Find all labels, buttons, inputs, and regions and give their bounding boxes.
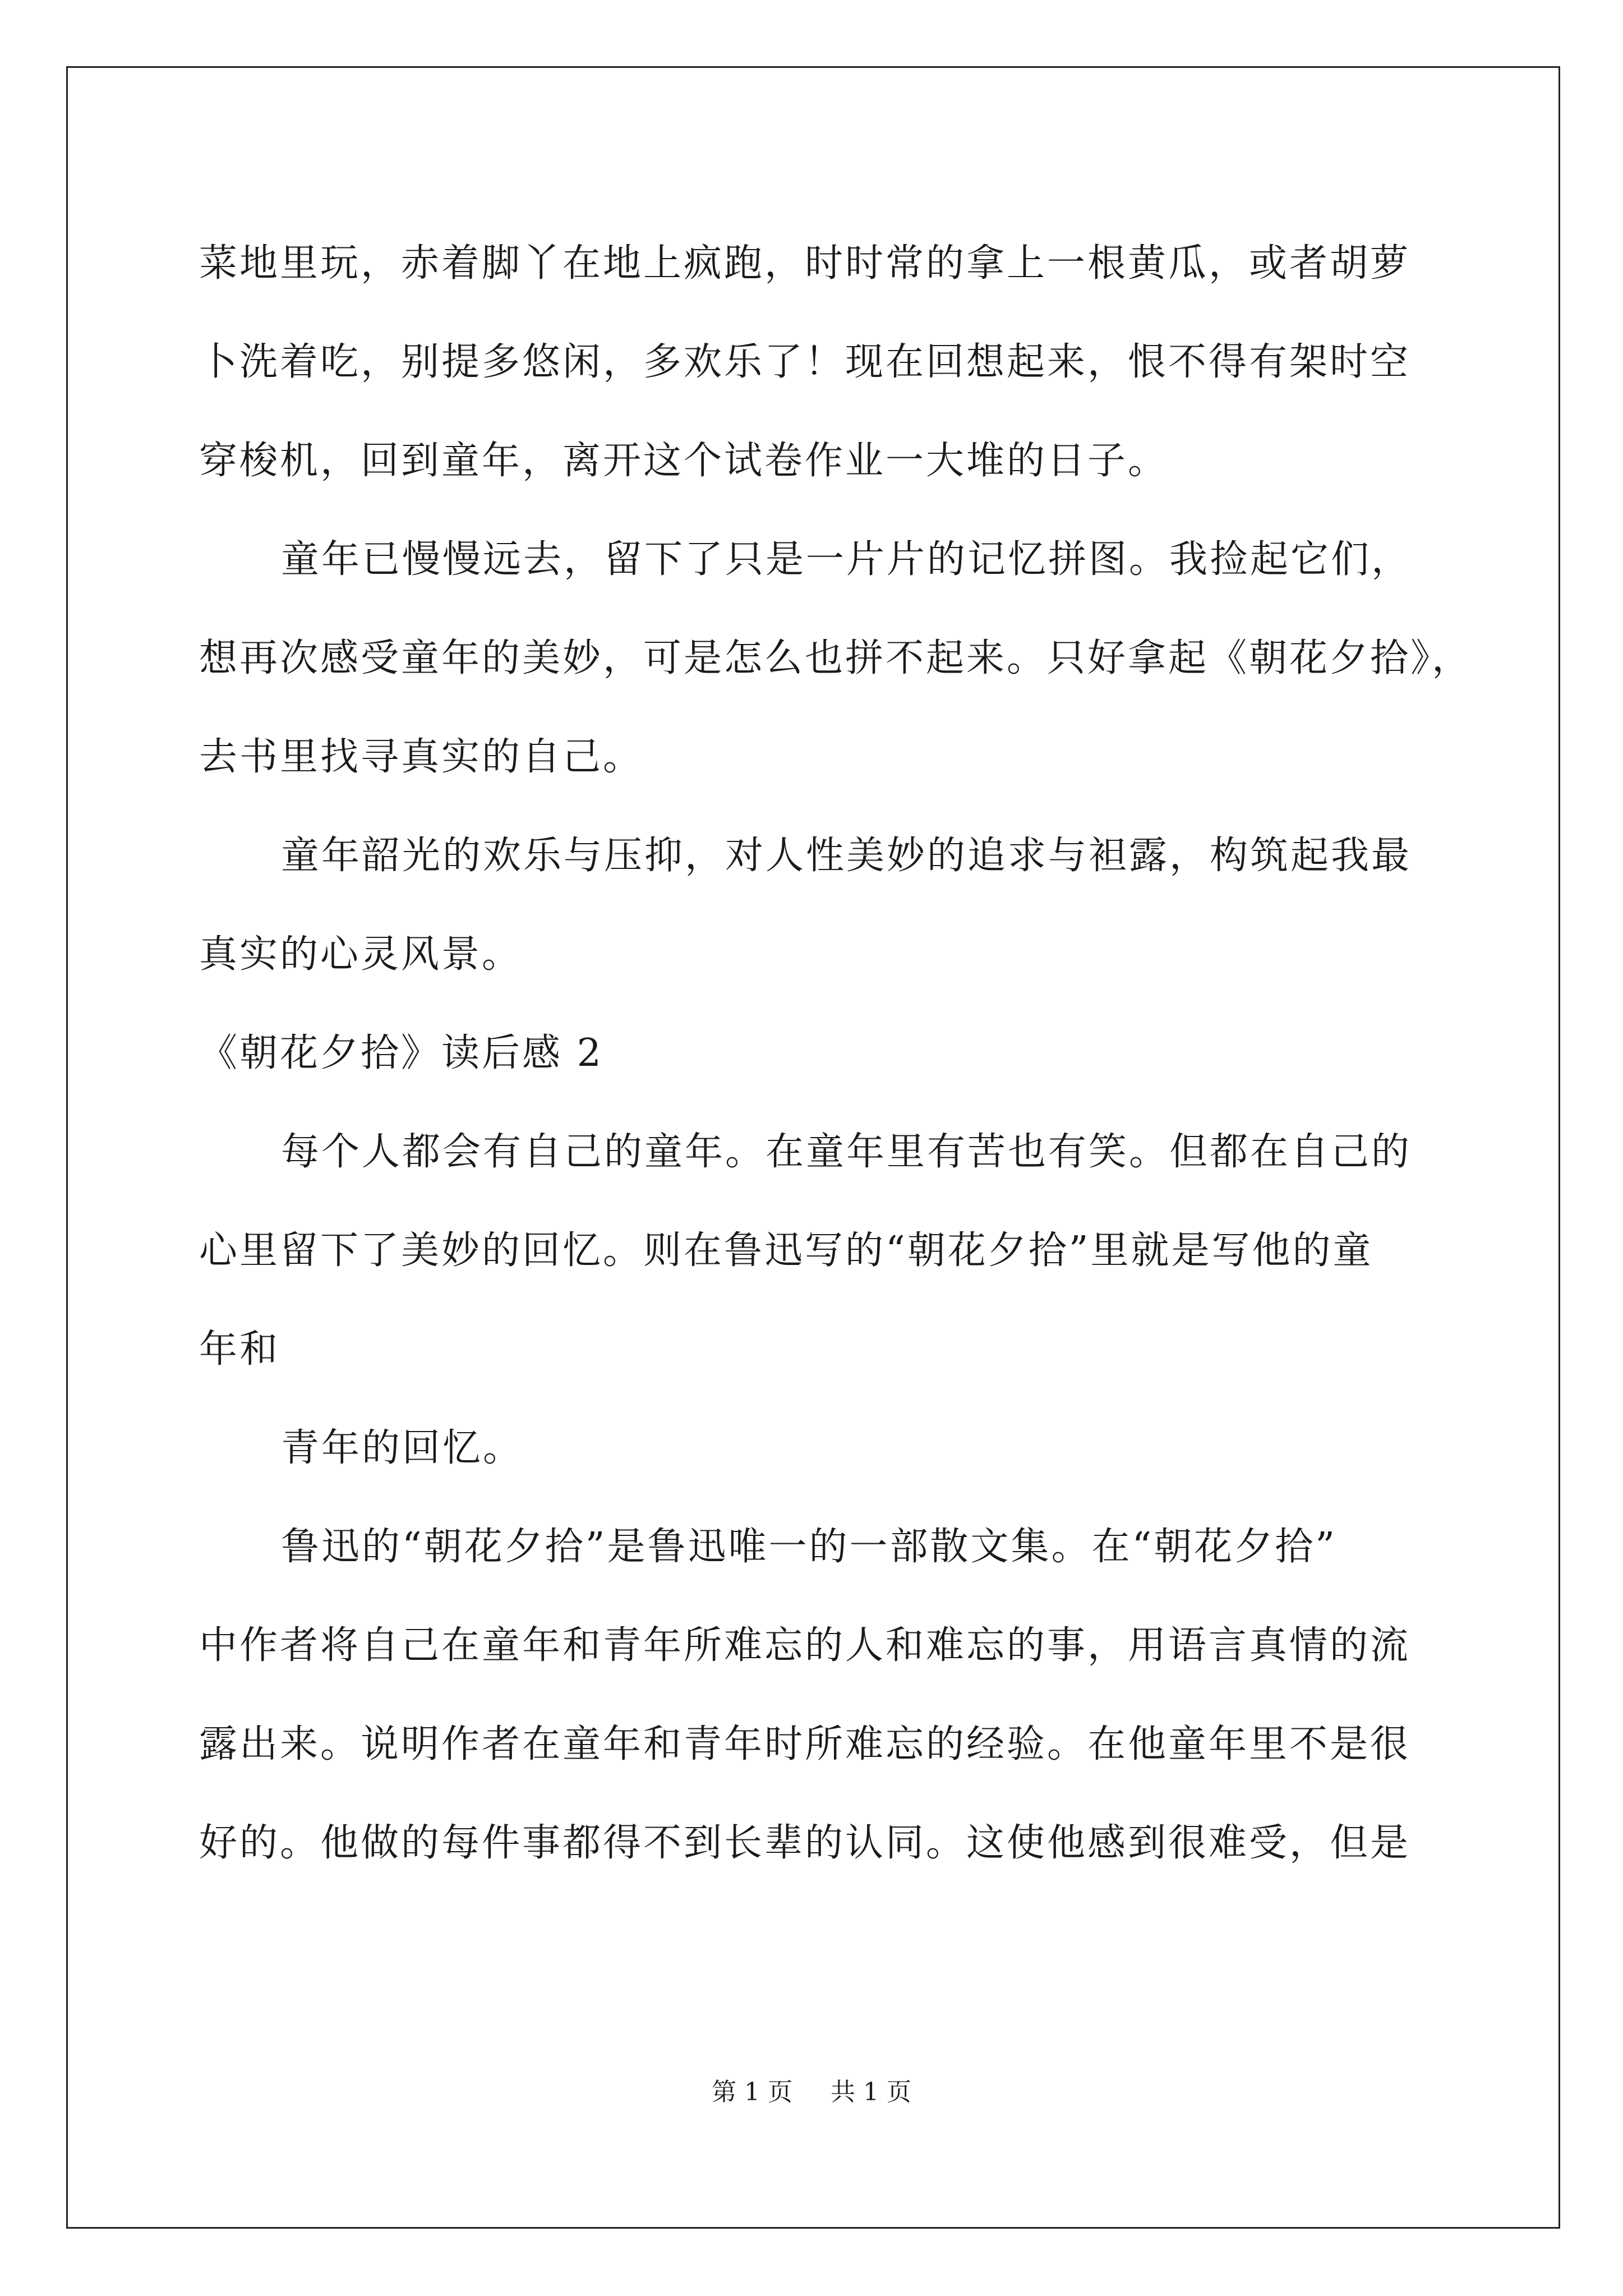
section-heading: 《朝花夕拾》读后感 2 <box>199 1031 603 1075</box>
text-line: 年和 <box>199 1327 280 1372</box>
paragraph-start-line: 鲁迅的“朝花夕拾”是鲁迅唯一的一部散文集。在“朝花夕拾” <box>281 1525 1338 1569</box>
text-line: 露出来。说明作者在童年和青年时所难忘的经验。在他童年里不是很 <box>199 1722 1411 1766</box>
page-number: 第 1 页 <box>712 2078 792 2106</box>
text-line: 好的。他做的每件事都得不到长辈的认同。这使他感到很难受，但是 <box>199 1821 1411 1865</box>
text-line: 穿梭机，回到童年，离开这个试卷作业一大堆的日子。 <box>199 439 1169 483</box>
paragraph-start-line: 童年已慢慢远去，留下了只是一片片的记忆拼图。我捡起它们， <box>281 537 1412 582</box>
text-line: 卜洗着吃，别提多悠闲，多欢乐了！现在回想起来，恨不得有架时空 <box>199 340 1411 384</box>
text-line: 菜地里玩，赤着脚丫在地上疯跑，时时常的拿上一根黄瓜，或者胡萝 <box>199 241 1411 286</box>
paragraph-start-line: 童年韶光的欢乐与压抑，对人性美妙的追求与袒露，构筑起我最 <box>281 834 1412 878</box>
text-line: 中作者将自己在童年和青年所难忘的人和难忘的事，用语言真情的流 <box>199 1623 1411 1668</box>
text-line: 真实的心灵风景。 <box>199 932 523 977</box>
page-footer <box>0 2076 1623 2109</box>
document-body <box>199 214 1472 1893</box>
text-line: 去书里找寻真实的自己。 <box>199 735 644 779</box>
paragraph-start-line: 青年的回忆。 <box>281 1426 524 1470</box>
text-line: 心里留下了美妙的回忆。则在鲁迅写的“朝花夕拾”里就是写他的童 <box>199 1228 1373 1273</box>
page-total: 共 1 页 <box>831 2078 911 2106</box>
text-line: 想再次感受童年的美妙，可是怎么也拼不起来。只好拿起《朝花夕拾》， <box>199 636 1473 680</box>
paragraph-start-line: 每个人都会有自己的童年。在童年里有苦也有笑。但都在自己的 <box>281 1130 1412 1174</box>
